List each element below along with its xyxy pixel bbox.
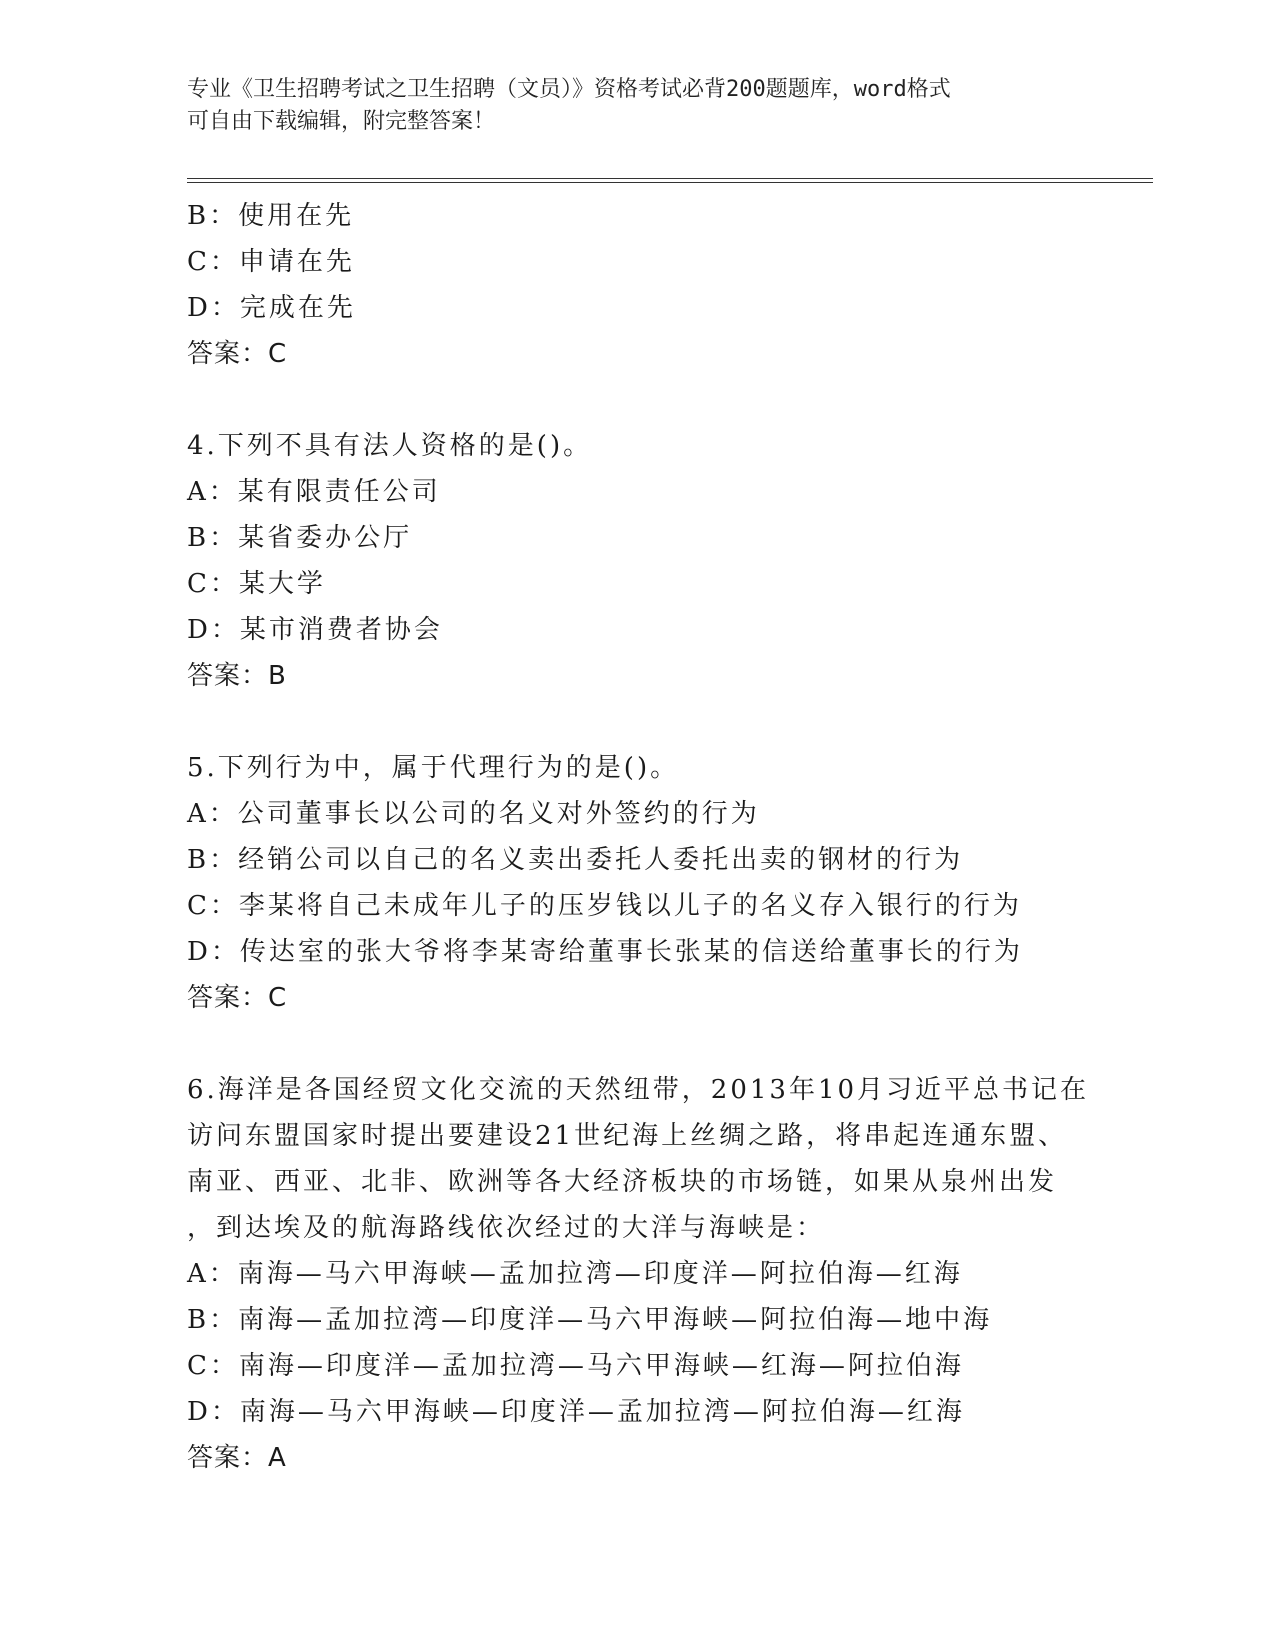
spacer [187, 699, 1087, 745]
spacer [187, 1021, 1087, 1067]
answer: 答案：C [187, 983, 288, 1013]
question-4 [187, 423, 1087, 699]
option-a: A：某有限责任公司 [187, 477, 441, 507]
question-6 [187, 1067, 1090, 1481]
option-c: C：某大学 [187, 569, 326, 599]
answer: 答案：C [187, 339, 288, 369]
question-stem-line-1: 6.海洋是各国经贸文化交流的天然纽带，2013年10月习近平总书记在 [187, 1075, 1090, 1105]
question-5 [187, 745, 1087, 1021]
option-d: D：南海—马六甲海峡—印度洋—孟加拉湾—阿拉伯海—红海 [187, 1397, 965, 1427]
option-b: B：某省委办公厅 [187, 523, 413, 553]
option-b: B：使用在先 [187, 201, 355, 231]
option-d: D：传达室的张大爷将李某寄给董事长张某的信送给董事长的行为 [187, 937, 1023, 967]
header-divider [187, 178, 1153, 183]
page-header [187, 74, 1067, 138]
question-stem: 5.下列行为中，属于代理行为的是()。 [187, 753, 680, 783]
option-d: D：某市消费者协会 [187, 615, 443, 645]
header-title-line-1: 专业《卫生招聘考试之卫生招聘（文员）》资格考试必背200题题库，word格式 [187, 77, 951, 102]
answer: 答案：A [187, 1443, 287, 1473]
option-b: B：南海—孟加拉湾—印度洋—马六甲海峡—阿拉伯海—地中海 [187, 1305, 993, 1335]
option-a: A：公司董事长以公司的名义对外签约的行为 [187, 799, 760, 829]
question-stem-line-2: 访问东盟国家时提出要建设21世纪海上丝绸之路，将串起连通东盟、 [187, 1121, 1068, 1151]
header-title-line-2: 可自由下载编辑，附完整答案！ [187, 109, 496, 134]
option-c: C：申请在先 [187, 247, 355, 277]
question-3-continued [187, 193, 1087, 377]
option-c: C：南海—印度洋—孟加拉湾—马六甲海峡—红海—阿拉伯海 [187, 1351, 964, 1381]
option-a: A：南海—马六甲海峡—孟加拉湾—印度洋—阿拉伯海—红海 [187, 1259, 963, 1289]
document-body [187, 193, 1090, 1481]
answer: 答案：B [187, 661, 287, 691]
option-b: B：经销公司以自己的名义卖出委托人委托出卖的钢材的行为 [187, 845, 964, 875]
question-stem-line-3: 南亚、西亚、北非、欧洲等各大经济板块的市场链，如果从泉州出发 [187, 1167, 1058, 1197]
question-stem: 4.下列不具有法人资格的是()。 [187, 431, 593, 461]
spacer [187, 377, 1087, 423]
option-c: C：李某将自己未成年儿子的压岁钱以儿子的名义存入银行的行为 [187, 891, 1022, 921]
question-stem-line-4: ，到达埃及的航海路线依次经过的大洋与海峡是： [187, 1213, 826, 1243]
option-d: D：完成在先 [187, 293, 356, 323]
